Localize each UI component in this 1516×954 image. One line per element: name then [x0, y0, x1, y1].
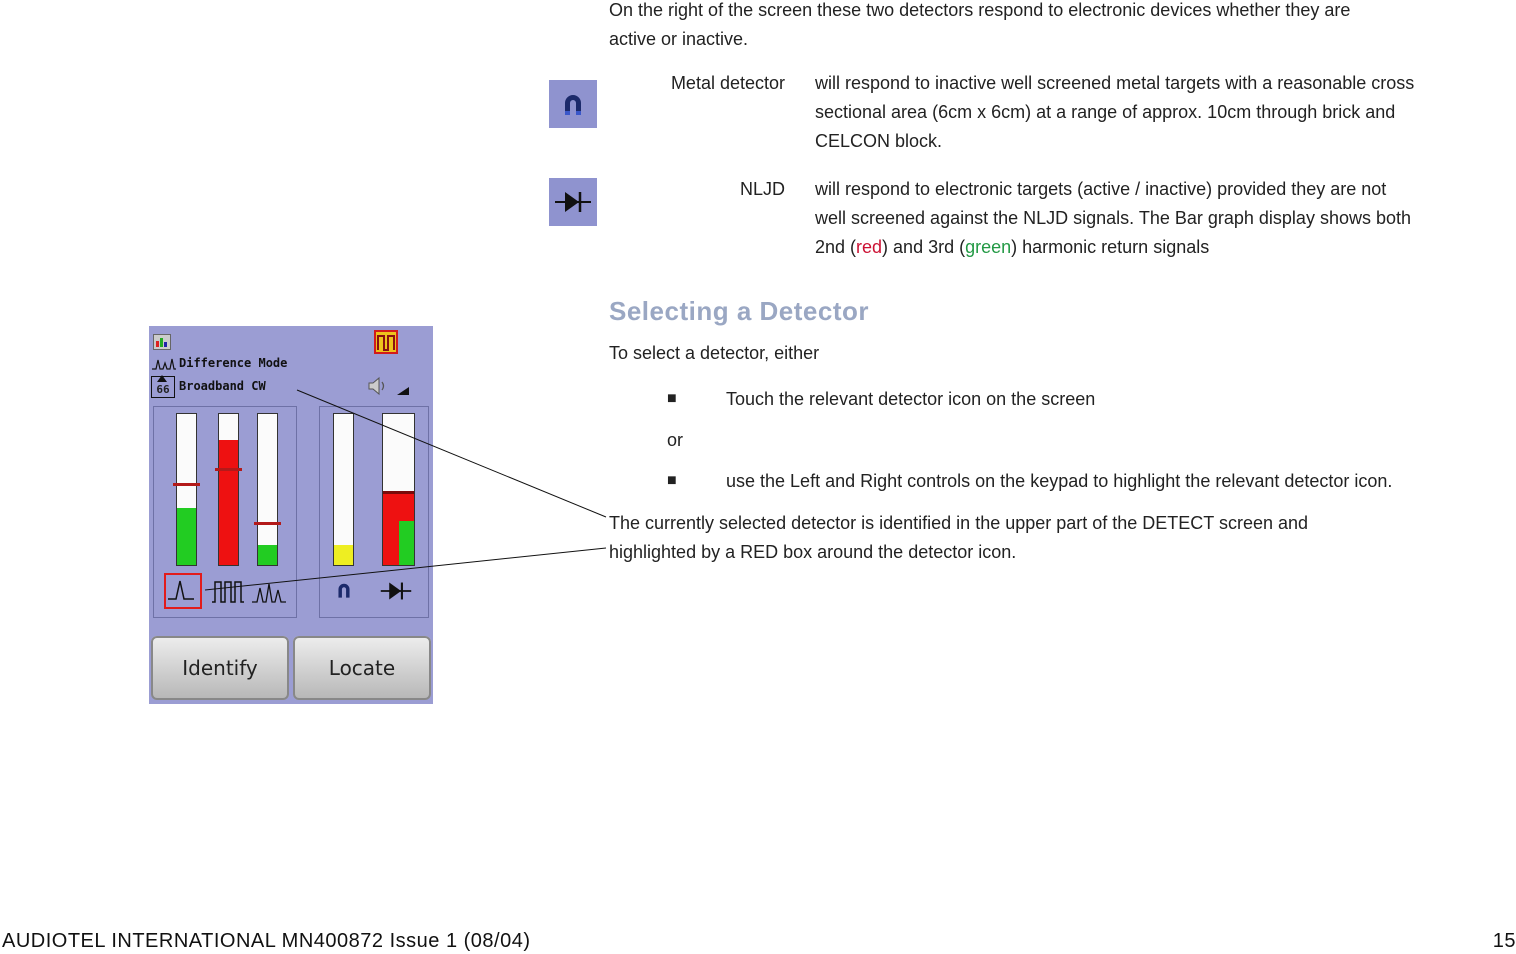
detect-screen	[149, 326, 433, 704]
closing-line-2: highlighted by a RED box around the detector icon.	[609, 542, 1017, 562]
level-fill	[334, 545, 353, 565]
bullet-square-icon: ■	[667, 390, 677, 407]
intro-line-1: On the right of the screen these two detectors respond to electronic devices whether they are	[609, 0, 1351, 20]
level-fill	[177, 508, 196, 565]
harmonic-text: ) and 3rd (	[882, 237, 966, 257]
level-bar	[218, 413, 239, 566]
harmonic-text: 2nd (	[815, 237, 857, 257]
magnet-icon[interactable]	[335, 580, 353, 600]
intro-line-2: active or inactive.	[609, 29, 749, 49]
level-fill	[219, 440, 238, 565]
level-fill-green	[399, 521, 414, 565]
metal-detector-label: Metal detector	[670, 73, 785, 93]
pulse-icon[interactable]	[211, 578, 245, 606]
metal-detector-description	[815, 69, 1515, 156]
desc-line: will respond to electronic targets (active / inactive) provided they are not	[815, 179, 1387, 199]
desc-line-harmonics	[815, 233, 1515, 262]
selected-detector-icon[interactable]	[374, 330, 398, 354]
bullet-text-1: Touch the relevant detector icon on the screen	[726, 389, 1096, 409]
closing-line-1: The currently selected detector is identified in the upper part of the DETECT screen and	[609, 513, 1309, 533]
nljd-description	[815, 175, 1515, 262]
locate-button[interactable]: Locate	[293, 636, 431, 700]
speaker-icon[interactable]	[367, 376, 411, 396]
page-number: 15	[1492, 930, 1516, 952]
band-number: 66	[156, 383, 170, 396]
desc-line: sectional area (6cm x 6cm) at a range of approx. 10cm through brick and	[815, 102, 1396, 122]
level-marker	[173, 483, 200, 486]
or-text: or	[667, 430, 684, 450]
multi-peak-icon[interactable]	[251, 578, 287, 606]
desc-line: will respond to inactive well screened metal targets with a reasonable cross	[815, 73, 1415, 93]
harmonic-text: ) harmonic return signals	[1011, 237, 1210, 257]
up-arrow-icon	[157, 375, 167, 382]
level-bar	[176, 413, 197, 566]
single-peak-icon[interactable]	[164, 573, 202, 609]
level-fill	[258, 545, 277, 565]
bullet-text-2: use the Left and Right controls on the keypad to highlight the relevant detector icon.	[726, 471, 1393, 491]
level-marker	[254, 522, 281, 525]
level-bar	[257, 413, 278, 566]
nljd-label: NLJD	[739, 179, 785, 199]
red-word: red	[856, 237, 883, 257]
multi-peak-icon	[152, 357, 176, 371]
desc-line: CELCON block.	[815, 131, 943, 151]
metal-level-bar	[333, 413, 354, 566]
select-intro: To select a detector, either	[609, 343, 820, 363]
section-heading: Selecting a Detector	[609, 296, 869, 326]
level-marker	[215, 468, 242, 471]
identify-button[interactable]: Identify	[151, 636, 289, 700]
green-word: green	[965, 237, 1012, 257]
bullet-square-icon: ■	[667, 472, 677, 489]
diode-icon[interactable]	[379, 580, 413, 602]
mode-label: Difference Mode	[179, 356, 288, 370]
status-grid-icon	[153, 334, 171, 350]
band-label: Broadband CW	[179, 379, 266, 393]
footer-doc-info: AUDIOTEL INTERNATIONAL MN400872 Issue 1 (08/04)	[2, 930, 531, 952]
desc-line: well screened against the NLJD signals. The Bar graph display shows both	[815, 208, 1411, 228]
nljd-level-bar	[382, 413, 415, 566]
